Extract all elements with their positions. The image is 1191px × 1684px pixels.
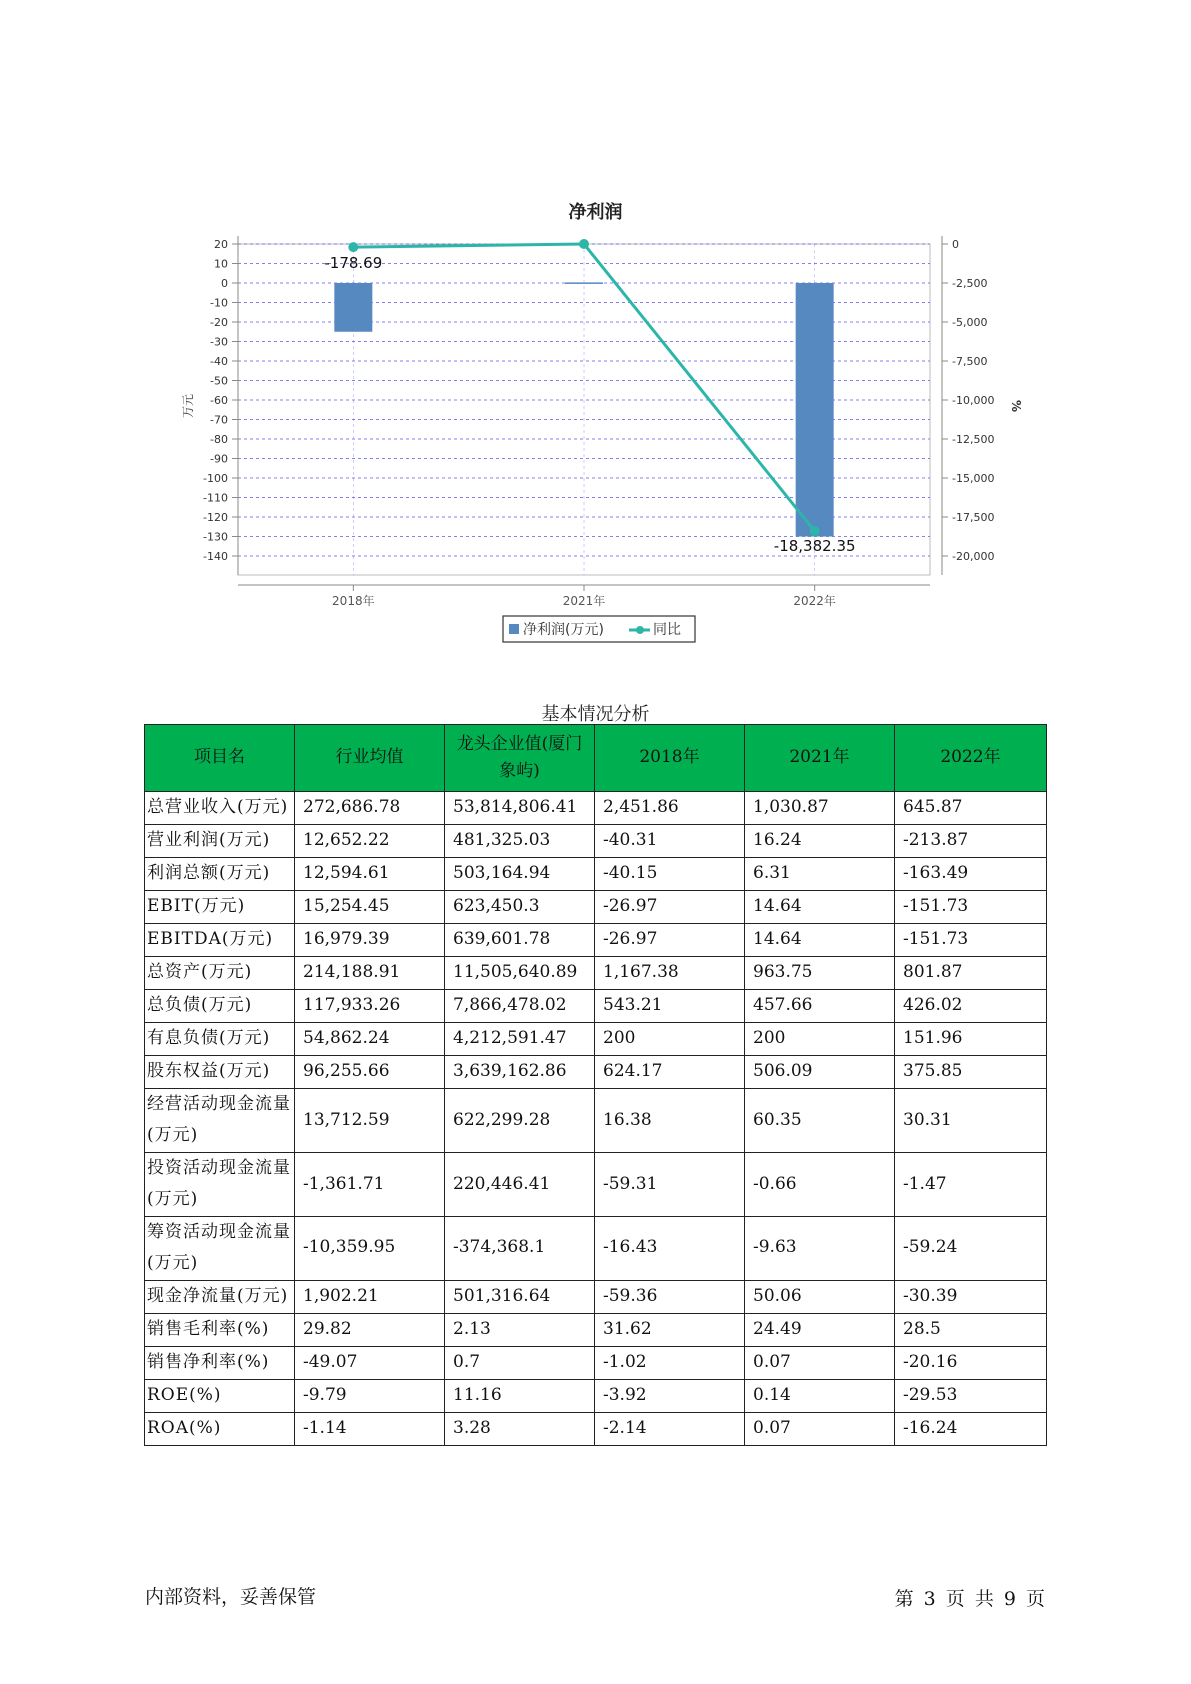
yoy-point-2022年 — [810, 526, 820, 536]
table-cell: -40.15 — [595, 858, 745, 891]
left-tick-label: -90 — [210, 452, 228, 466]
table-cell: -16.43 — [595, 1216, 745, 1280]
table-cell: 50.06 — [745, 1280, 895, 1313]
table-cell: -9.79 — [295, 1379, 445, 1412]
table-cell: 6.31 — [745, 858, 895, 891]
legend-bar-label: 净利润(万元) — [523, 622, 604, 638]
table-cell: 2,451.86 — [595, 792, 745, 825]
table-row — [145, 1346, 1047, 1379]
table-cell: 7,866,478.02 — [445, 990, 595, 1023]
left-tick-label: -60 — [210, 394, 228, 407]
table-cell: 272,686.78 — [295, 792, 445, 825]
table-cell: 0.07 — [745, 1412, 895, 1445]
footer-page-number: 第 3 页 共 9 页 — [894, 1588, 1045, 1610]
bar-2018年 — [334, 283, 372, 332]
table-row — [145, 1379, 1047, 1412]
table-cell: 60.35 — [745, 1089, 895, 1153]
table-cell: 16.38 — [595, 1089, 745, 1153]
left-tick-label: -100 — [203, 472, 228, 485]
table-cell: 11,505,640.89 — [445, 957, 595, 990]
table-cell: 13,712.59 — [295, 1089, 445, 1153]
table-cell: 24.49 — [745, 1313, 895, 1346]
data-label-2022: -18,382.35 — [773, 537, 856, 555]
row-label: EBIT(万元) — [145, 891, 295, 924]
chart-title: 净利润 — [568, 202, 623, 223]
table-cell: 481,325.03 — [445, 825, 595, 858]
header-2022: 2022年 — [895, 725, 1047, 792]
table-cell: 29.82 — [295, 1313, 445, 1346]
table-header-row — [145, 725, 1047, 792]
row-label: 股东权益(万元) — [145, 1056, 295, 1089]
table-cell: 543.21 — [595, 990, 745, 1023]
table-row — [145, 1023, 1047, 1056]
table-cell: 54,862.24 — [295, 1023, 445, 1056]
table-cell: 0.07 — [745, 1346, 895, 1379]
table-cell: 31.62 — [595, 1313, 745, 1346]
yoy-point-2018年 — [348, 242, 358, 252]
table-cell: -1.47 — [895, 1152, 1047, 1216]
table-cell: -16.24 — [895, 1412, 1047, 1445]
table-cell: 1,902.21 — [295, 1280, 445, 1313]
row-label: 销售毛利率(%) — [145, 1313, 295, 1346]
table-cell: 16.24 — [745, 825, 895, 858]
right-tick-label: -7,500 — [952, 355, 988, 368]
right-axis-title: % — [1009, 399, 1023, 413]
table-cell: 14.64 — [745, 891, 895, 924]
x-tick-label: 2022年 — [793, 594, 836, 608]
legend-line-marker — [636, 626, 644, 634]
header-item-name: 项目名 — [145, 725, 295, 792]
left-tick-label: -70 — [210, 413, 228, 427]
table-row — [145, 1089, 1047, 1153]
table-cell: 12,652.22 — [295, 825, 445, 858]
table-cell: 11.16 — [445, 1379, 595, 1412]
table-row — [145, 825, 1047, 858]
table-cell: -26.97 — [595, 891, 745, 924]
left-tick-label: -40 — [210, 355, 228, 368]
left-tick-label: -140 — [203, 550, 228, 563]
table-cell: 501,316.64 — [445, 1280, 595, 1313]
right-tick-label: -12,500 — [952, 433, 995, 446]
table-cell: -59.36 — [595, 1280, 745, 1313]
table-cell: -151.73 — [895, 924, 1047, 957]
table-cell: -1,361.71 — [295, 1152, 445, 1216]
table-cell: 1,167.38 — [595, 957, 745, 990]
header-leader-value: 龙头企业值(厦门象屿) — [445, 725, 595, 792]
table-row — [145, 891, 1047, 924]
right-tick-label: -17,500 — [952, 511, 995, 524]
table-cell: 0.14 — [745, 1379, 895, 1412]
table-body — [145, 792, 1047, 1446]
header-industry-avg: 行业均值 — [295, 725, 445, 792]
table-cell: -2.14 — [595, 1412, 745, 1445]
row-label: EBITDA(万元) — [145, 924, 295, 957]
table-cell: 151.96 — [895, 1023, 1047, 1056]
bar-2021年 — [565, 282, 603, 284]
row-label: ROA(%) — [145, 1412, 295, 1445]
left-tick-label: 10 — [214, 257, 228, 271]
table-cell: 2.13 — [445, 1313, 595, 1346]
table-cell: -1.14 — [295, 1412, 445, 1445]
table-cell: -40.31 — [595, 825, 745, 858]
right-tick-label: -2,500 — [952, 277, 988, 290]
table-cell: -374,368.1 — [445, 1216, 595, 1280]
table-row — [145, 1412, 1047, 1445]
left-tick-label: -50 — [210, 374, 228, 388]
left-axis-title: 万元 — [181, 393, 195, 419]
table-row — [145, 1313, 1047, 1346]
table-cell: 30.31 — [895, 1089, 1047, 1153]
table-cell: -10,359.95 — [295, 1216, 445, 1280]
row-label: 有息负债(万元) — [145, 1023, 295, 1056]
table-row — [145, 1216, 1047, 1280]
right-tick-label: -5,000 — [952, 316, 988, 329]
basic-analysis-table — [144, 724, 1047, 1446]
table-cell: 3,639,162.86 — [445, 1056, 595, 1089]
table-cell: 503,164.94 — [445, 858, 595, 891]
row-label: 现金净流量(万元) — [145, 1280, 295, 1313]
table-cell: -59.24 — [895, 1216, 1047, 1280]
row-label: 营业利润(万元) — [145, 825, 295, 858]
data-label-2018: -178.69 — [324, 254, 383, 272]
table-cell: -30.39 — [895, 1280, 1047, 1313]
legend-bar-swatch — [509, 624, 519, 634]
right-tick-label: -20,000 — [952, 550, 995, 563]
table-cell: 963.75 — [745, 957, 895, 990]
table-row — [145, 792, 1047, 825]
table-cell: -49.07 — [295, 1346, 445, 1379]
table-cell: 645.87 — [895, 792, 1047, 825]
left-tick-label: 0 — [221, 277, 228, 290]
table-cell: -59.31 — [595, 1152, 745, 1216]
table-cell: 639,601.78 — [445, 924, 595, 957]
table-cell: 220,446.41 — [445, 1152, 595, 1216]
table-cell: 12,594.61 — [295, 858, 445, 891]
table-row — [145, 990, 1047, 1023]
table-cell: -9.63 — [745, 1216, 895, 1280]
row-label: 利润总额(万元) — [145, 858, 295, 891]
table-cell: 14.64 — [745, 924, 895, 957]
table-cell: -213.87 — [895, 825, 1047, 858]
left-tick-label: 20 — [214, 238, 228, 251]
table-cell: 4,212,591.47 — [445, 1023, 595, 1056]
table-cell: 426.02 — [895, 990, 1047, 1023]
table-cell: -20.16 — [895, 1346, 1047, 1379]
table-cell: 3.28 — [445, 1412, 595, 1445]
table-cell: -151.73 — [895, 891, 1047, 924]
row-label: 总负债(万元) — [145, 990, 295, 1023]
table-cell: 375.85 — [895, 1056, 1047, 1089]
right-tick-label: -10,000 — [952, 394, 995, 407]
yoy-point-2021年 — [579, 239, 589, 249]
row-label: 销售净利率(%) — [145, 1346, 295, 1379]
table-cell: 200 — [745, 1023, 895, 1056]
left-tick-label: -20 — [210, 316, 228, 329]
x-tick-label: 2018年 — [332, 594, 375, 608]
table-cell: -0.66 — [745, 1152, 895, 1216]
table-cell: 0.7 — [445, 1346, 595, 1379]
table-row — [145, 858, 1047, 891]
table-cell: 117,933.26 — [295, 990, 445, 1023]
table-cell: 15,254.45 — [295, 891, 445, 924]
table-cell: 506.09 — [745, 1056, 895, 1089]
left-tick-label: -110 — [203, 491, 228, 505]
table-cell: 623,450.3 — [445, 891, 595, 924]
net-profit-chart — [0, 0, 1191, 660]
table-row — [145, 1152, 1047, 1216]
table-cell: 16,979.39 — [295, 924, 445, 957]
row-label: 总营业收入(万元) — [145, 792, 295, 825]
header-2018: 2018年 — [595, 725, 745, 792]
left-tick-label: -120 — [203, 511, 228, 524]
table-row — [145, 1056, 1047, 1089]
table-cell: 622,299.28 — [445, 1089, 595, 1153]
left-tick-label: -10 — [210, 296, 228, 310]
table-cell: -3.92 — [595, 1379, 745, 1412]
table-cell: 53,814,806.41 — [445, 792, 595, 825]
table-cell: 214,188.91 — [295, 957, 445, 990]
header-2021: 2021年 — [745, 725, 895, 792]
table-cell: -29.53 — [895, 1379, 1047, 1412]
left-tick-label: -80 — [210, 433, 228, 446]
chart-canvas — [0, 0, 1191, 660]
table-cell: -163.49 — [895, 858, 1047, 891]
table-cell: 96,255.66 — [295, 1056, 445, 1089]
right-tick-label: -15,000 — [952, 472, 995, 485]
table-cell: -1.02 — [595, 1346, 745, 1379]
table-cell: 457.66 — [745, 990, 895, 1023]
table-cell: -26.97 — [595, 924, 745, 957]
footer-confidential: 内部资料，妥善保管 — [145, 1586, 317, 1608]
bar-2022年 — [796, 283, 834, 537]
table-cell: 624.17 — [595, 1056, 745, 1089]
table-row — [145, 957, 1047, 990]
table-caption: 基本情况分析 — [541, 704, 650, 725]
table-cell: 200 — [595, 1023, 745, 1056]
left-tick-label: -30 — [210, 335, 228, 349]
table-cell: 801.87 — [895, 957, 1047, 990]
left-tick-label: -130 — [203, 530, 228, 544]
table-row — [145, 1280, 1047, 1313]
table-cell: 28.5 — [895, 1313, 1047, 1346]
row-label: ROE(%) — [145, 1379, 295, 1412]
row-label: 经营活动现金流量(万元) — [145, 1089, 295, 1153]
row-label: 投资活动现金流量(万元) — [145, 1152, 295, 1216]
x-tick-label: 2021年 — [562, 594, 606, 608]
legend-line-label: 同比 — [653, 622, 681, 638]
row-label: 筹资活动现金流量(万元) — [145, 1216, 295, 1280]
right-tick-label: 0 — [952, 238, 959, 251]
row-label: 总资产(万元) — [145, 957, 295, 990]
table-row — [145, 924, 1047, 957]
table-cell: 1,030.87 — [745, 792, 895, 825]
